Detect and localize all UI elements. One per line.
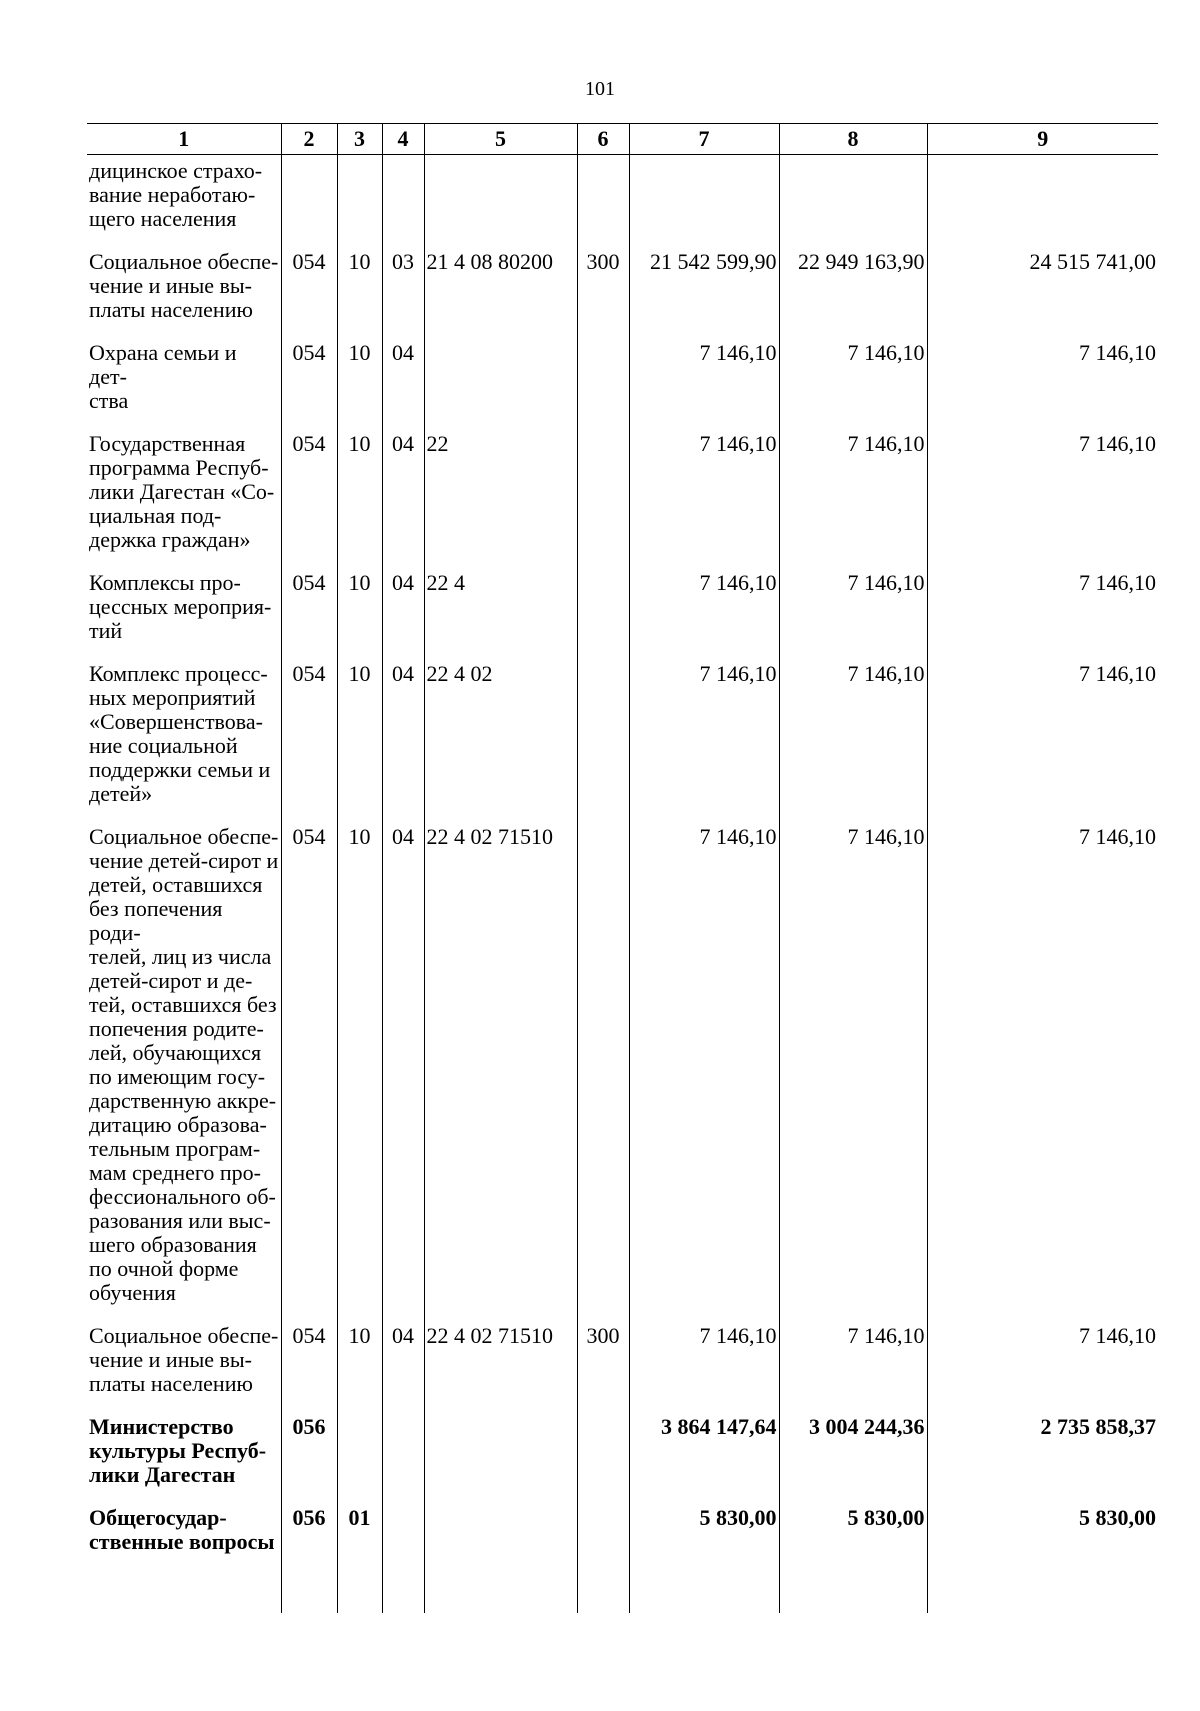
section-code-cell: 10 (337, 662, 382, 825)
admin-code-cell: 054 (281, 341, 337, 432)
table-row (87, 432, 1158, 571)
admin-code-cell: 056 (281, 1415, 337, 1506)
section-code-cell: 10 (337, 571, 382, 662)
filler-cell (337, 1573, 382, 1613)
expense-type-cell (577, 341, 629, 432)
table-body (87, 155, 1158, 1614)
admin-code-cell: 054 (281, 432, 337, 571)
amount-year1-cell: 3 864 147,64 (629, 1415, 779, 1506)
section-code-cell: 10 (337, 825, 382, 1324)
filler-cell (577, 1573, 629, 1613)
target-article-cell: 22 4 02 71510 (424, 1324, 577, 1415)
filler-cell (424, 1573, 577, 1613)
table-row (87, 341, 1158, 432)
target-article-cell (424, 341, 577, 432)
column-header-5: 5 (424, 124, 577, 155)
expense-type-cell (577, 155, 629, 251)
target-article-cell (424, 1415, 577, 1506)
column-header-2: 2 (281, 124, 337, 155)
section-code-cell (337, 155, 382, 251)
target-article-cell: 22 4 02 71510 (424, 825, 577, 1324)
row-name-lines: Социальное обеспе- чение и иные вы- платы населению (89, 249, 279, 322)
column-header-3: 3 (337, 124, 382, 155)
table-row (87, 571, 1158, 662)
section-code-cell: 10 (337, 250, 382, 341)
section-code-cell (337, 1415, 382, 1506)
subsection-code-cell: 04 (382, 341, 424, 432)
section-code-cell: 10 (337, 1324, 382, 1415)
amount-year3-cell: 24 515 741,00 (927, 250, 1158, 341)
budget-table (87, 123, 1158, 1613)
target-article-cell (424, 155, 577, 251)
amount-year3-cell: 5 830,00 (927, 1506, 1158, 1573)
expense-type-cell (577, 571, 629, 662)
admin-code-cell: 056 (281, 1506, 337, 1573)
amount-year1-cell (629, 155, 779, 251)
amount-year1-cell: 7 146,10 (629, 432, 779, 571)
amount-year3-cell: 7 146,10 (927, 662, 1158, 825)
expense-type-cell: 300 (577, 1324, 629, 1415)
amount-year2-cell: 7 146,10 (779, 825, 927, 1324)
filler-cell (927, 1573, 1158, 1613)
column-header-9: 9 (927, 124, 1158, 155)
amount-year2-cell: 5 830,00 (779, 1506, 927, 1573)
row-name-cell (87, 1415, 281, 1506)
row-name-cell (87, 1324, 281, 1415)
amount-year2-cell: 22 949 163,90 (779, 250, 927, 341)
row-name-cell (87, 1506, 281, 1573)
amount-year1-cell: 7 146,10 (629, 662, 779, 825)
subsection-code-cell: 04 (382, 825, 424, 1324)
table-row (87, 825, 1158, 1324)
column-header-6: 6 (577, 124, 629, 155)
admin-code-cell: 054 (281, 662, 337, 825)
amount-year1-cell: 7 146,10 (629, 341, 779, 432)
filler-cell (281, 1573, 337, 1613)
subsection-code-cell: 03 (382, 250, 424, 341)
filler-cell (629, 1573, 779, 1613)
row-name-cell (87, 250, 281, 341)
amount-year3-cell: 7 146,10 (927, 341, 1158, 432)
column-header-7: 7 (629, 124, 779, 155)
section-code-cell: 10 (337, 341, 382, 432)
page-number: 101 (585, 78, 615, 100)
subsection-code-cell: 04 (382, 662, 424, 825)
target-article-cell: 22 4 (424, 571, 577, 662)
row-name-lines: Общегосудар- ственные вопросы (89, 1505, 275, 1554)
column-header-8: 8 (779, 124, 927, 155)
row-name-lines: Комплексы про- цессных мероприя- тий (89, 570, 272, 643)
amount-year2-cell: 3 004 244,36 (779, 1415, 927, 1506)
amount-year3-cell (927, 155, 1158, 251)
row-name-lines: Государственная программа Респуб- лики Дагестан «Со- циальная под- держка граждан» (89, 431, 275, 552)
table-row (87, 155, 1158, 251)
table-row (87, 250, 1158, 341)
expense-type-cell (577, 1415, 629, 1506)
admin-code-cell: 054 (281, 250, 337, 341)
row-name-lines: Социальное обеспе- чение и иные вы- платы населению (89, 1323, 279, 1396)
row-name-lines: Охрана семьи и дет- ства (89, 340, 237, 413)
row-name-lines: Комплекс процесс- ных мероприятий «Совершенствова- ние социальной поддержки семьи и детей» (89, 661, 271, 806)
column-header-1: 1 (87, 124, 281, 155)
table-row (87, 662, 1158, 825)
table-row (87, 1506, 1158, 1573)
filler-cell (779, 1573, 927, 1613)
expense-type-cell (577, 662, 629, 825)
row-name-cell (87, 432, 281, 571)
admin-code-cell: 054 (281, 1324, 337, 1415)
row-name-lines: дицинское страхо- вание неработаю- щего населения (89, 158, 263, 231)
row-name-cell (87, 662, 281, 825)
column-header-4: 4 (382, 124, 424, 155)
amount-year1-cell: 7 146,10 (629, 1324, 779, 1415)
subsection-code-cell: 04 (382, 432, 424, 571)
row-name-cell (87, 825, 281, 1324)
table-header (87, 124, 1158, 155)
amount-year3-cell: 7 146,10 (927, 1324, 1158, 1415)
amount-year2-cell: 7 146,10 (779, 571, 927, 662)
table-filler-row (87, 1573, 1158, 1613)
amount-year3-cell: 2 735 858,37 (927, 1415, 1158, 1506)
section-code-cell: 01 (337, 1506, 382, 1573)
expense-type-cell (577, 432, 629, 571)
amount-year2-cell (779, 155, 927, 251)
admin-code-cell: 054 (281, 571, 337, 662)
amount-year3-cell: 7 146,10 (927, 432, 1158, 571)
filler-cell (382, 1573, 424, 1613)
amount-year2-cell: 7 146,10 (779, 341, 927, 432)
table-row (87, 1415, 1158, 1506)
subsection-code-cell: 04 (382, 571, 424, 662)
row-name-lines: Социальное обеспе- чение детей-сирот и детей, оставшихся без попечения роди- телей, лиц из числа детей-сирот и де- тей, оставшихся без попечения родите- лей, обучающихся по имеющим госу- дарственную аккре- дитацию образова- тельным програм- мам среднего про- фессионального об- разования или выс- шего образования по очной форме обучения (89, 824, 279, 1305)
subsection-code-cell (382, 1506, 424, 1573)
amount-year1-cell: 21 542 599,90 (629, 250, 779, 341)
row-name-cell (87, 155, 281, 251)
target-article-cell (424, 1506, 577, 1573)
expense-type-cell (577, 1506, 629, 1573)
expense-type-cell: 300 (577, 250, 629, 341)
subsection-code-cell (382, 155, 424, 251)
row-name-cell (87, 571, 281, 662)
admin-code-cell (281, 155, 337, 251)
amount-year3-cell: 7 146,10 (927, 825, 1158, 1324)
subsection-code-cell (382, 1415, 424, 1506)
amount-year3-cell: 7 146,10 (927, 571, 1158, 662)
filler-cell (87, 1573, 281, 1613)
amount-year1-cell: 7 146,10 (629, 571, 779, 662)
amount-year2-cell: 7 146,10 (779, 1324, 927, 1415)
target-article-cell: 22 (424, 432, 577, 571)
target-article-cell: 21 4 08 80200 (424, 250, 577, 341)
table-row (87, 1324, 1158, 1415)
section-code-cell: 10 (337, 432, 382, 571)
row-name-lines: Министерство культуры Респуб- лики Дагестан (89, 1414, 267, 1487)
amount-year1-cell: 7 146,10 (629, 825, 779, 1324)
subsection-code-cell: 04 (382, 1324, 424, 1415)
target-article-cell: 22 4 02 (424, 662, 577, 825)
row-name-cell (87, 341, 281, 432)
header-row (87, 124, 1158, 155)
expense-type-cell (577, 825, 629, 1324)
amount-year2-cell: 7 146,10 (779, 662, 927, 825)
admin-code-cell: 054 (281, 825, 337, 1324)
amount-year2-cell: 7 146,10 (779, 432, 927, 571)
amount-year1-cell: 5 830,00 (629, 1506, 779, 1573)
